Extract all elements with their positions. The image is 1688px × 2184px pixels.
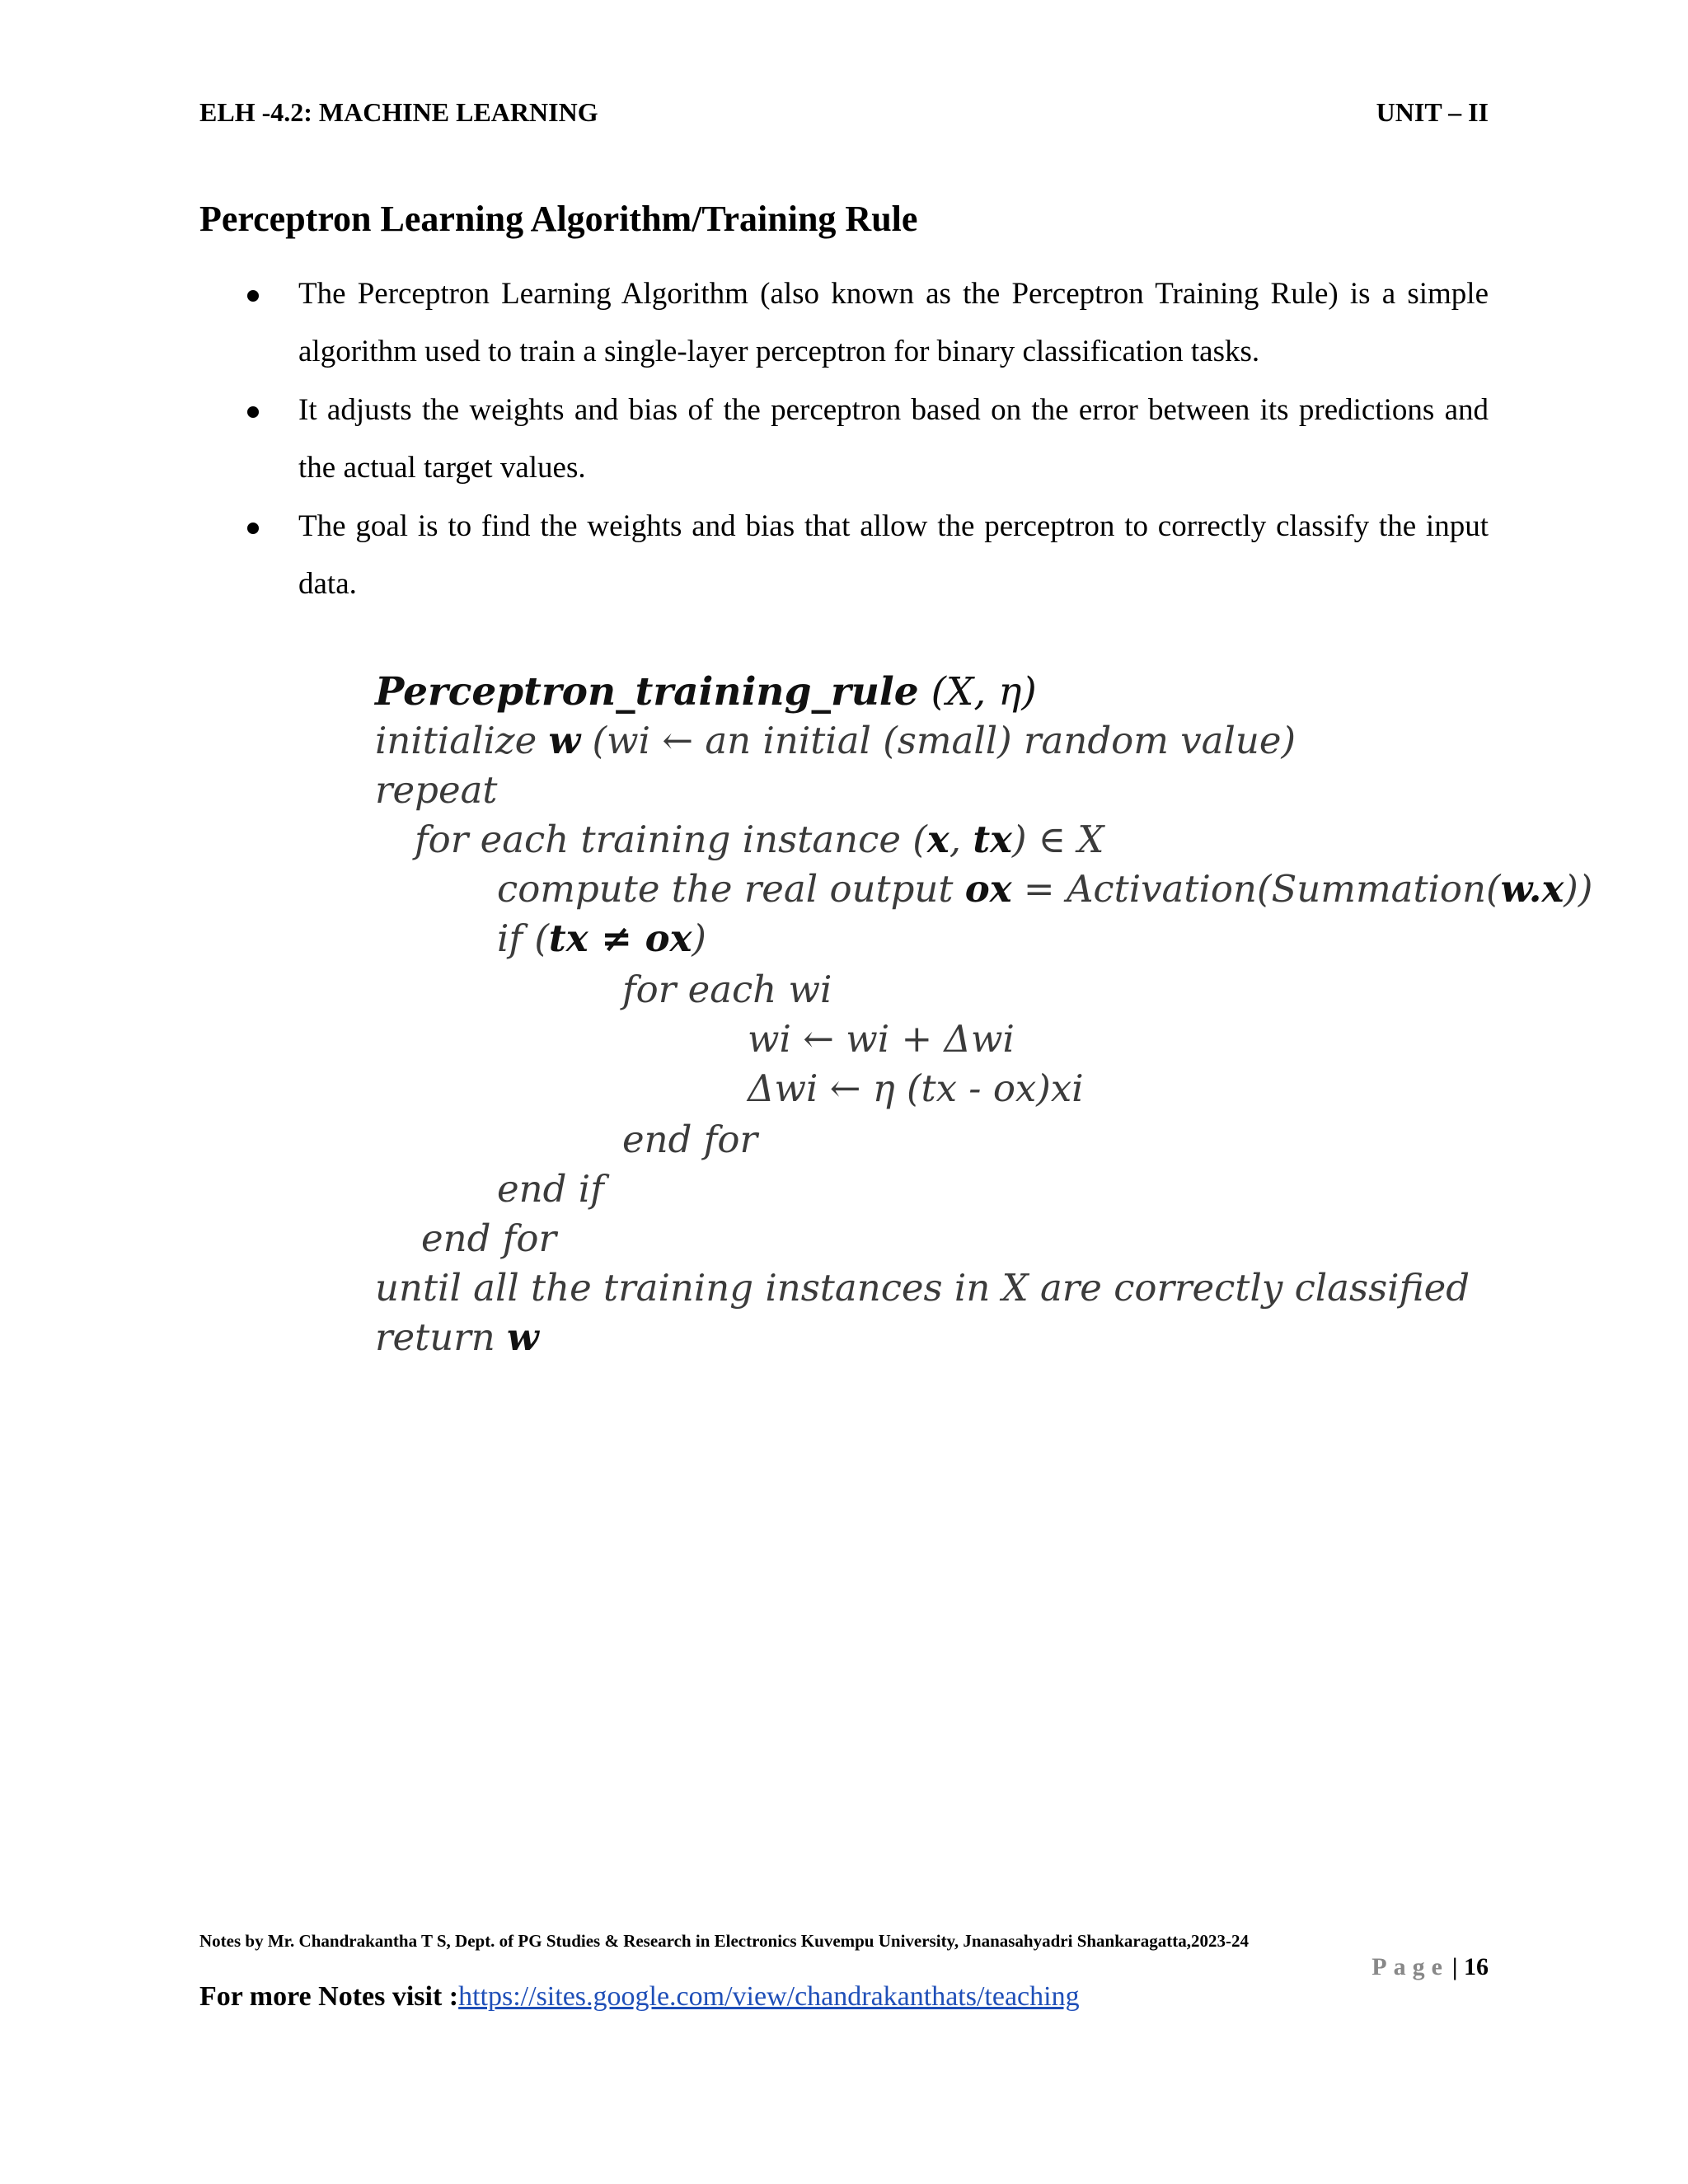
- bullet-item: [199, 265, 1489, 381]
- line-delta-weight: Δwi ← η (tx - ox)xi: [748, 1066, 1084, 1110]
- page-label: Page: [1372, 1953, 1449, 1980]
- bullet-icon: [247, 523, 259, 534]
- line-compute-output: [497, 867, 1592, 911]
- bullet-list: [199, 265, 1489, 614]
- section-title: Perceptron Learning Algorithm/Training Rule: [199, 199, 918, 239]
- bullet-text: The goal is to find the weights and bias that allow the perceptron to correctly classify the input data.: [298, 509, 1489, 601]
- bullet-icon: [247, 406, 259, 418]
- algorithm-title: [375, 669, 1037, 715]
- code-text: if (: [497, 916, 549, 960]
- code-text: ) ∈ X: [1011, 818, 1104, 861]
- line-return: [375, 1315, 539, 1359]
- line-update-weight: wi ← wi + Δwi: [748, 1017, 1015, 1061]
- code-bold: tx: [973, 818, 1012, 861]
- page-separator: |: [1451, 1953, 1458, 1980]
- code-text: ): [692, 916, 706, 960]
- algorithm-name: Perceptron_training_rule: [375, 669, 919, 715]
- bullet-text: It adjusts the weights and bias of the perceptron based on the error between its predictions and the actual target values.: [298, 393, 1489, 485]
- code-text: ,: [949, 818, 973, 861]
- bullet-item: [199, 382, 1489, 497]
- code-bold: x: [926, 818, 950, 861]
- line-end-for-outer: end for: [421, 1216, 556, 1260]
- bullet-text: The Perceptron Learning Algorithm (also known as the Perceptron Training Rule) is a simple algorithm used to train a single-layer perceptron for binary classification tasks.: [298, 277, 1489, 368]
- code-bold: ox: [964, 867, 1012, 911]
- code-text: (wi ← an initial (small) random value): [580, 719, 1296, 762]
- code-text: return: [375, 1315, 508, 1359]
- code-text: initialize: [375, 719, 549, 762]
- line-for-each-instance: [415, 818, 1104, 861]
- bullet-item: [199, 498, 1489, 613]
- notes-link[interactable]: https://sites.google.com/view/chandrakanthats/teaching: [458, 1981, 1080, 2012]
- line-end-for-inner: end for: [622, 1118, 757, 1161]
- code-text: = Activation(Summation(: [1011, 867, 1501, 911]
- footer-visit: [199, 1981, 1080, 2013]
- line-until: until all the training instances in X are correctly classified: [375, 1266, 1470, 1310]
- course-header: ELH -4.2: MACHINE LEARNING: [199, 97, 598, 127]
- algorithm-params: (X, η): [918, 669, 1037, 715]
- code-bold: tx ≠ ox: [548, 916, 692, 960]
- footer-credit: Notes by Mr. Chandrakantha T S, Dept. of PG Studies & Research in Electronics Kuvempu University, Jnanasahyadri Shankaragatta,2023-24: [199, 1931, 1249, 1951]
- code-bold: w.x: [1500, 867, 1564, 911]
- line-if: [497, 916, 706, 960]
- code-bold: w: [507, 1315, 539, 1359]
- code-text: )): [1564, 867, 1593, 911]
- line-repeat: repeat: [375, 768, 498, 812]
- visit-label: For more Notes visit :: [199, 1981, 459, 2012]
- line-end-if: end if: [497, 1167, 604, 1211]
- code-text: for each training instance (: [415, 818, 927, 861]
- bullet-icon: [247, 290, 259, 302]
- line-initialize: [375, 719, 1296, 762]
- code-bold: w: [548, 719, 581, 762]
- code-text: compute the real output: [497, 867, 965, 911]
- line-for-each-wi: for each wi: [622, 968, 832, 1011]
- page-number-block: [1372, 1953, 1489, 1981]
- page-number: 16: [1464, 1953, 1489, 1980]
- unit-header: UNIT – II: [1376, 97, 1489, 127]
